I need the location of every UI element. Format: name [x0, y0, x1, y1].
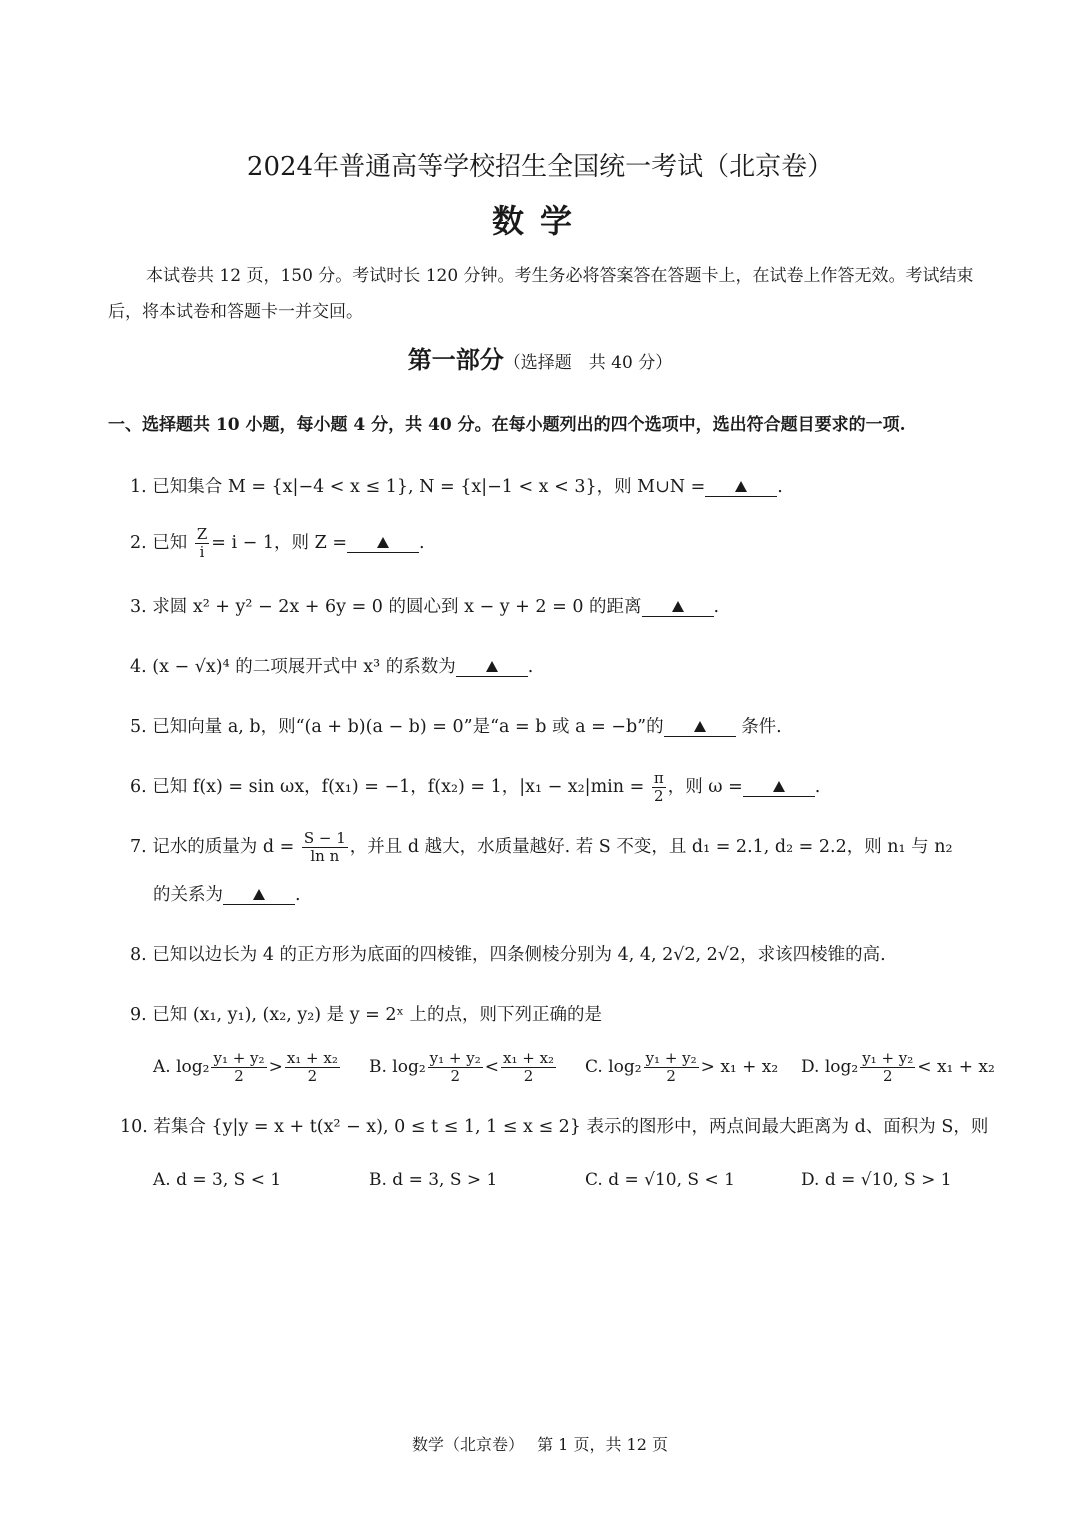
part-note: （选择题 共 40 分） — [503, 353, 673, 373]
triangle-icon — [672, 601, 684, 612]
exam-title — [0, 146, 1080, 183]
triangle-icon — [694, 721, 706, 732]
option-label: D. log₂ — [801, 1057, 859, 1077]
subject-heading: 数学 — [491, 202, 588, 240]
question-7 — [130, 830, 953, 865]
answer-blank — [642, 598, 714, 617]
fraction-denominator: 2 — [666, 1067, 676, 1085]
fraction-numerator: π — [653, 769, 664, 787]
question-number: 5. — [130, 717, 147, 737]
fraction-numerator: x₁ + x₂ — [503, 1049, 555, 1067]
fraction-numerator: S − 1 — [303, 829, 346, 847]
question-number: 8. — [130, 945, 147, 965]
fraction-denominator: 2 — [654, 787, 664, 805]
answer-blank — [743, 778, 815, 797]
exam-title-text: 年普通高等学校招生全国统一考试（北京卷） — [313, 152, 834, 182]
question-text-pre: 已知 f(x) = sin ωx，f(x₁) = −1，f(x₂) = 1，|x₁ − x₂|min = — [152, 777, 645, 797]
fraction-denominator: ln n — [310, 847, 340, 865]
question-number: 9. — [130, 1005, 147, 1025]
question-number: 4. — [130, 657, 147, 677]
page-footer: 数学（北京卷） 第 1 页，共 12 页 — [412, 1435, 668, 1454]
question-2: 2. 已知 $\frac{Z}{i}$ = i − 1，则 Z = . — [130, 525, 425, 561]
option-label: A. log₂ — [153, 1057, 210, 1077]
question-10 — [120, 1112, 988, 1142]
relation: > — [268, 1057, 283, 1077]
fraction-denominator: 2 — [234, 1067, 244, 1085]
answer-blank — [223, 886, 295, 905]
triangle-icon — [735, 481, 747, 492]
question-3: 3. 求圆 x² + y² − 2x + 6y = 0 的圆心到 x − y + 2 = 0 的距离 . — [130, 592, 719, 622]
fraction — [195, 526, 209, 561]
question-number: 6. — [130, 777, 147, 797]
question-6: 6. 已知 f(x) = sin ωx，f(x₁) = −1，f(x₂) = 1，|x₁ − x₂|min = $\frac{\pi}{2}$ ，则 ω = . — [130, 769, 821, 805]
exam-instructions: 本试卷共 12 页，150 分。考试时长 120 分钟。考生务必将答案答在答题卡上，在试卷上作答无效。考试结束后，将本试卷和答题卡一并交回。 — [108, 266, 974, 322]
fraction — [211, 1050, 266, 1085]
answer-blank — [664, 718, 736, 737]
question-text-post: 条件. — [741, 717, 782, 737]
question-text: 的关系为 — [153, 885, 223, 905]
question-5 — [130, 712, 782, 742]
fraction-denominator: 2 — [450, 1067, 460, 1085]
question-text-post: ，则 ω = — [667, 777, 743, 797]
part-heading — [0, 340, 1080, 375]
question-text-pre: 已知向量 a, b，则“(a + b)(a − b) = 0”是“a = b 或 a = −b”的 — [152, 717, 664, 737]
question-9 — [130, 1000, 602, 1030]
fraction-numerator: y₁ + y₂ — [862, 1049, 914, 1067]
relation: < — [484, 1057, 500, 1077]
question-number: 10. — [120, 1117, 148, 1137]
question-text: 已知 (x₁, y₁), (x₂, y₂) 是 y = 2ˣ 上的点，则下列正确的是 — [152, 1005, 603, 1025]
triangle-icon — [253, 889, 265, 900]
fraction-numerator: x₁ + x₂ — [286, 1049, 338, 1067]
fraction — [302, 830, 348, 865]
question-number: 1. — [130, 477, 147, 497]
option-b[interactable]: B. d = 3, S > 1 — [369, 1170, 498, 1190]
fraction — [285, 1050, 340, 1085]
fraction-denominator: 2 — [523, 1067, 534, 1085]
option-d[interactable] — [801, 1050, 995, 1085]
question-8 — [130, 940, 886, 970]
triangle-icon — [773, 781, 785, 792]
fraction — [644, 1050, 699, 1085]
option-a[interactable] — [153, 1050, 342, 1085]
triangle-icon — [486, 661, 498, 672]
fraction-denominator: 2 — [882, 1067, 893, 1085]
question-text: 若集合 {y|y = x + t(x² − x), 0 ≤ t ≤ 1, 1 ≤ x ≤ 2} 表示的图形中，两点间最大距离为 d、面积为 S，则 — [153, 1117, 989, 1137]
option-b[interactable] — [369, 1050, 558, 1085]
fraction-numerator: y₁ + y₂ — [429, 1049, 481, 1067]
exam-year: 2024 — [246, 152, 314, 182]
option-label: C. log₂ — [585, 1057, 642, 1077]
option-a[interactable]: A. d = 3, S < 1 — [153, 1170, 282, 1190]
fraction-denominator: i — [199, 543, 205, 561]
question-text: 已知集合 M = {x|−4 < x ≤ 1}, N = {x|−1 < x < 3}，则 M∪N = — [152, 477, 706, 497]
question-text-post: ，并且 d 越大，水质量越好. 若 S 不变，且 d₁ = 2.1, d₂ = 2.2，则 n₁ 与 n₂ — [349, 837, 953, 857]
option-c[interactable]: C. d = √10, S < 1 — [585, 1170, 735, 1190]
triangle-icon — [377, 537, 389, 548]
relation: < x₁ + x₂ — [917, 1057, 995, 1077]
fraction-numerator: y₁ + y₂ — [645, 1049, 697, 1067]
question-7-line-2: 的关系为 . — [153, 885, 301, 905]
question-text-post: = i − 1，则 Z = — [211, 533, 347, 553]
answer-blank — [347, 534, 419, 553]
fraction-denominator: 2 — [307, 1067, 318, 1085]
question-4: 4. (x − √x)⁴ 的二项展开式中 x³ 的系数为 . — [130, 652, 533, 682]
fraction-numerator: Z — [196, 525, 208, 543]
question-number: 7. — [130, 837, 147, 857]
fraction-numerator: y₁ + y₂ — [213, 1049, 265, 1067]
option-label: B. log₂ — [369, 1057, 426, 1077]
fraction — [652, 770, 666, 805]
fraction — [501, 1050, 556, 1085]
question-text: (x − √x)⁴ 的二项展开式中 x³ 的系数为 — [152, 657, 456, 677]
question-text: 已知以边长为 4 的正方形为底面的四棱锥，四条侧棱分别为 4, 4, 2√2, 2√2，求该四棱锥的高. — [152, 945, 886, 965]
question-number: 3. — [130, 597, 147, 617]
option-d[interactable]: D. d = √10, S > 1 — [801, 1170, 952, 1190]
relation: > x₁ + x₂ — [700, 1057, 779, 1077]
fraction — [860, 1050, 915, 1085]
section-instructions: 一、选择题共 10 小题，每小题 4 分，共 40 分。在每小题列出的四个选项中，选出符合题目要求的一项. — [108, 415, 906, 435]
question-text-pre: 记水的质量为 d = — [152, 837, 295, 857]
answer-blank — [705, 478, 777, 497]
question-text: 求圆 x² + y² − 2x + 6y = 0 的圆心到 x − y + 2 = 0 的距离 — [152, 597, 642, 617]
question-1: 1. 已知集合 M = {x|−4 < x ≤ 1}, N = {x|−1 < x < 3}，则 M∪N = . — [130, 472, 783, 502]
question-text-pre: 已知 — [152, 533, 188, 553]
answer-blank — [456, 658, 528, 677]
part-title: 第一部分 — [407, 345, 504, 374]
fraction — [428, 1050, 483, 1085]
option-c[interactable] — [585, 1050, 778, 1085]
question-number: 2. — [130, 533, 147, 553]
